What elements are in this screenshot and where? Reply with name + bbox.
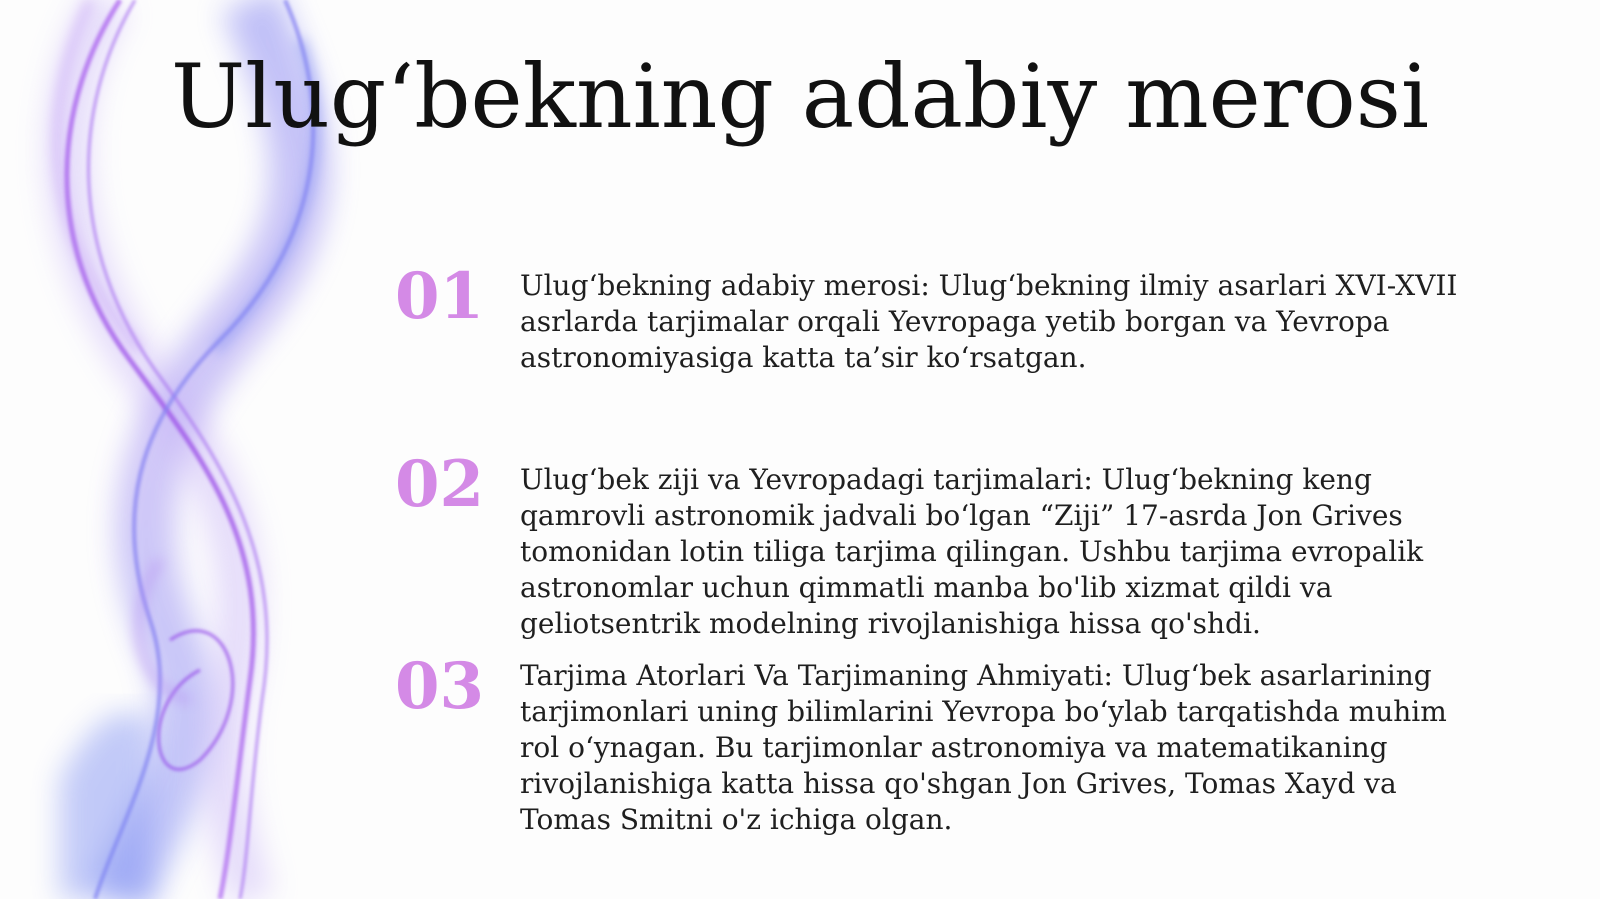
item-text: Ulug‘bek ziji va Yevropadagi tarjimalari: Ulug‘bekning keng qamrovli astronomik jadvali bo‘lgan “Ziji” 17-asrda Jon Grives tomonidan lotin tiliga tarjima qilingan. Ushbu tarjima evropalik astronomlar uchun qimmatli manba bo'lib xizmat qildi va geliotsentrik modelning rivojlanishiga hissa qo'shdi. [520, 463, 1424, 640]
slide-title: Ulug‘bekning adabiy merosi [170, 45, 1430, 148]
item-number: 01 [395, 259, 485, 334]
item-number: 02 [395, 447, 485, 522]
item-text: Tarjima Atorlari Va Tarjimaning Ahmiyati: Ulug‘bek asarlarining tarjimonlari uning bilimlarini Yevropa bo‘ylab tarqatishda muhim rol o‘ynagan. Bu tarjimonlar astronomiya va matematikaning rivojlanishiga katta hissa qo'shgan Jon Grives, Tomas Xayd va Tomas Smitni o'z ichiga olgan. [520, 659, 1447, 836]
item-number: 03 [395, 649, 485, 724]
item-text: Ulug‘bekning adabiy merosi: Ulug‘bekning ilmiy asarlari XVI-XVII asrlarda tarjimalar orqali Yevropaga yetib borgan va Yevropa astronomiyasiga katta ta’sir ko‘rsatgan. [520, 269, 1458, 374]
